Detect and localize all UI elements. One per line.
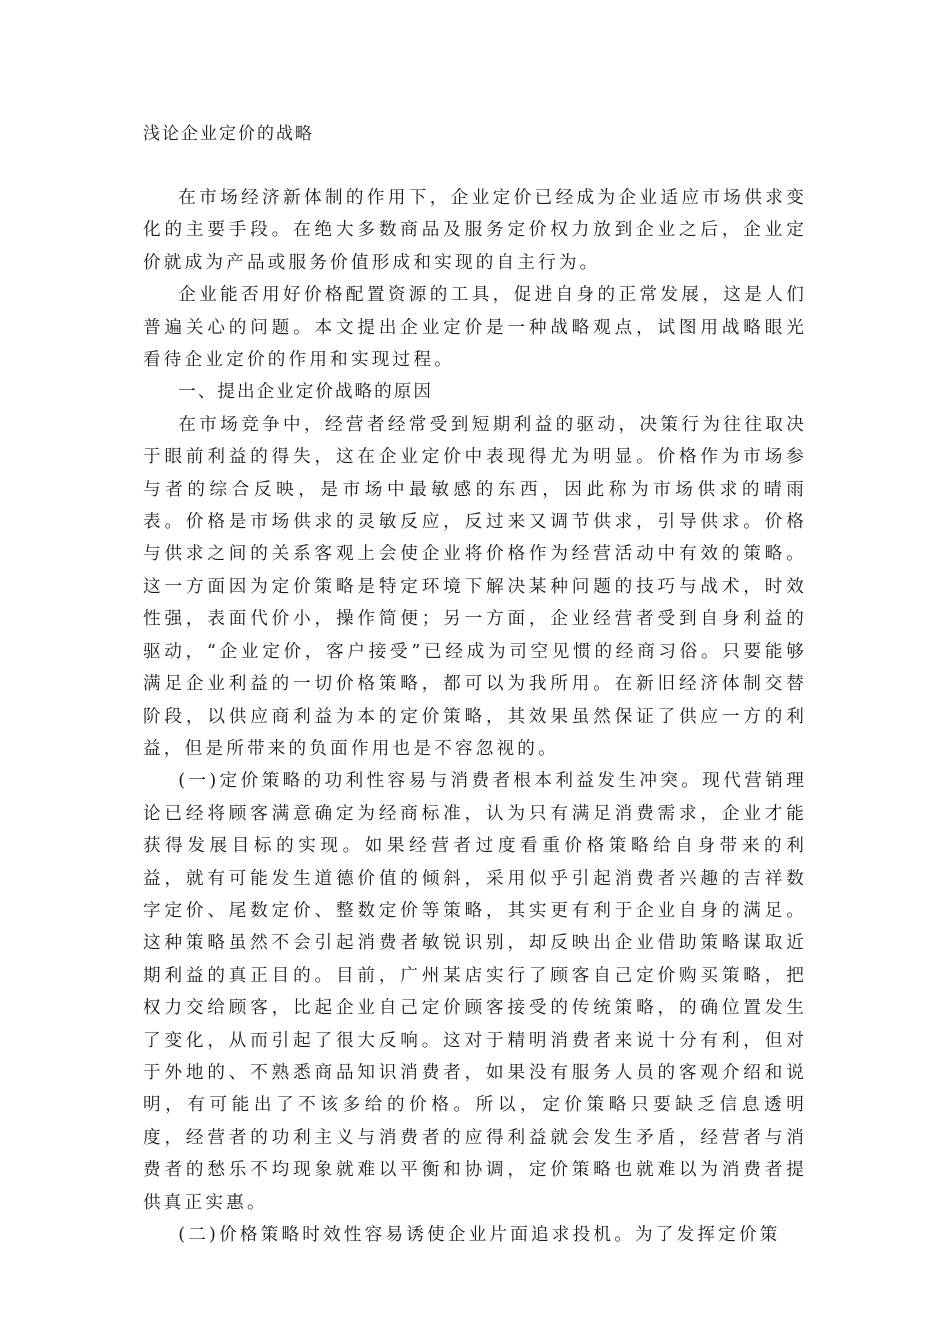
paragraph-subsection-1: (一)定价策略的功利性容易与消费者根本利益发生冲突。现代营销理论已经将顾客满意确定为经商标准，认为只有满足消费需求，企业才能获得发展目标的实现。如果经营者过度看重价格策略给自身带来的利益，就有可能发生道德价值的倾斜，采用似乎引起消费者兴趣的吉祥数字定价、尾数定价、整数定价等策略，其实更有利于企业自身的满足。这种策略虽然不会引起消费者敏锐识别，却反映出企业借助策略谋取近期利益的真正目的。目前，广州某店实行了顾客自己定价购买策略，把权力交给顾客，比起企业自己定价顾客接受的传统策略，的确位置发生了变化，从而引起了很大反响。这对于精明消费者来说十分有利，但对于外地的、不熟悉商品知识消费者，如果没有服务人员的客观介绍和说明，有可能出了不该多给的价格。所以，定价策略只要缺乏信息透明度，经营者的功利主义与消费者的应得利益就会发生矛盾，经营者与消费者的愁乐不均现象就难以平衡和协调，定价策略也就难以为消费者提供真正实惠。	[143, 771, 807, 1213]
paragraph-section-1-body: 在市场竞争中，经营者经常受到短期利益的驱动，决策行为往往取决于眼前利益的得失，这在企业定价中表现得尤为明显。价格作为市场参与者的综合反映，是市场中最敏感的东西，因此称为市场供求的晴雨表。价格是市场供求的灵敏反应，反过来又调节供求，引导供求。价格与供求之间的关系客观上会使企业将价格作为经营活动中有效的策略。这一方面因为定价策略是特定环境下解决某种问题的技巧与战术，时效性强，表面代价小，操作简便；另一方面，企业经营者受到自身利益的驱动，“企业定价，客户接受”已经成为司空见惯的经商习俗。只要能够满足企业利益的一切价格策略，都可以为我所用。在新旧经济体制交替阶段，以供应商利益为本的定价策略，其效果虽然保证了供应一方的利益，但是所带来的负面作用也是不容忽视的。	[143, 414, 807, 759]
document-page	[143, 118, 807, 1251]
paragraph-intro-1: 在市场经济新体制的作用下，企业定价已经成为企业适应市场供求变化的主要手段。在绝大多数商品及服务定价权力放到企业之后，企业定价就成为产品或服务价值形成和实现的自主行为。	[143, 188, 807, 273]
document-title: 浅论企业定价的战略	[143, 124, 314, 144]
section-heading-1: 一、提出企业定价战略的原因	[178, 382, 433, 403]
paragraph-intro-2: 企业能否用好价格配置资源的工具，促进自身的正常发展，这是人们普遍关心的问题。本文提出企业定价是一种战略观点，试图用战略眼光看待企业定价的作用和实现过程。	[143, 285, 807, 371]
paragraph-subsection-2: (二)价格策略时效性容易诱使企业片面追求投机。为了发挥定价策	[178, 1225, 781, 1245]
